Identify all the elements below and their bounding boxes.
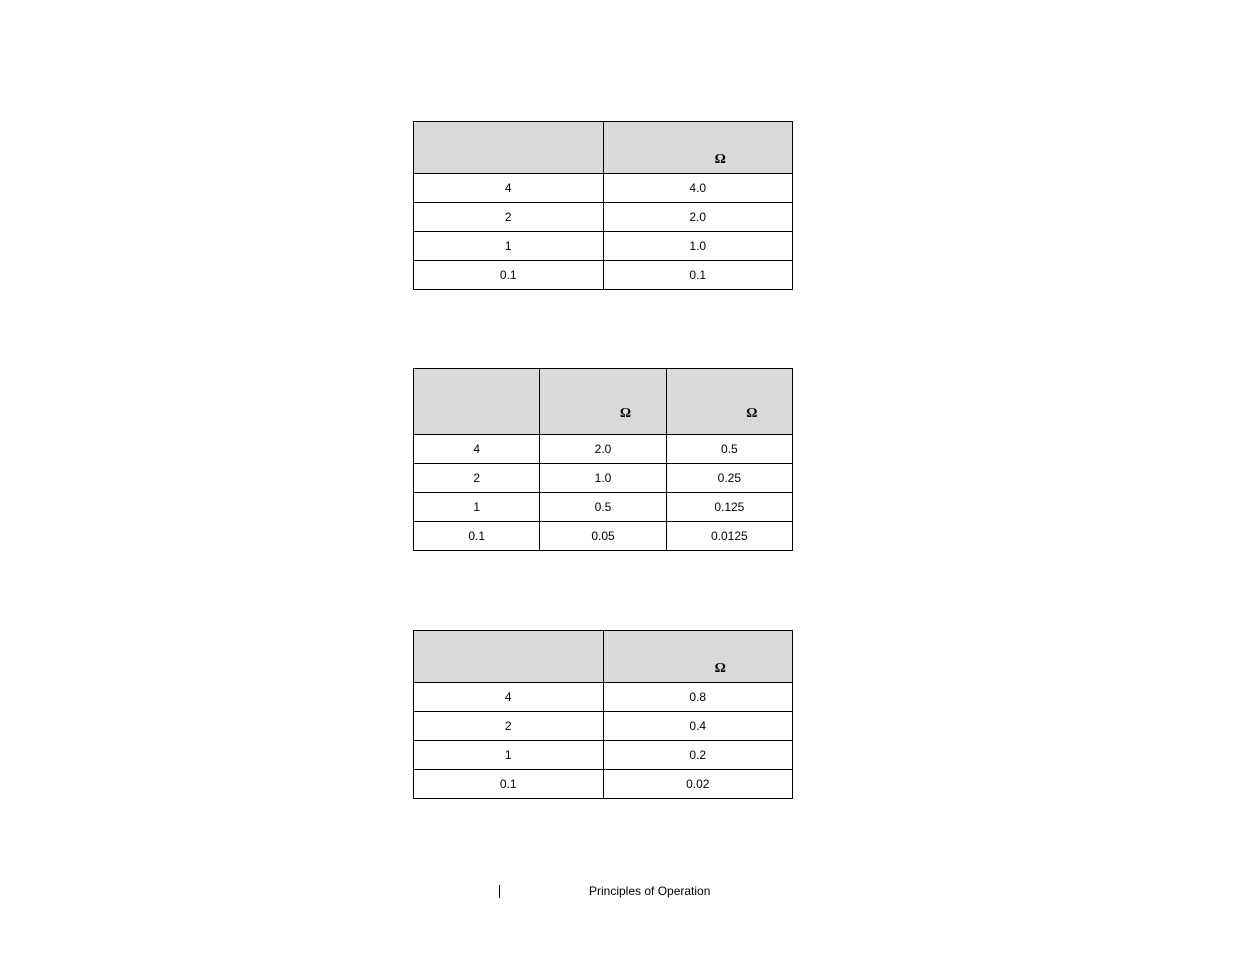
table-cell: 0.8 <box>603 683 793 712</box>
table-cell: 1 <box>414 741 604 770</box>
table-cell: 0.1 <box>414 522 540 551</box>
footer-title: Principles of Operation <box>589 884 711 898</box>
table-header-row <box>414 631 793 683</box>
table-cell: 1 <box>414 493 540 522</box>
table-cell: 2 <box>414 712 604 741</box>
table-row <box>414 174 793 203</box>
ohm-symbol: Ω <box>714 661 726 676</box>
table-row <box>414 435 793 464</box>
table-cell: 0.2 <box>603 741 793 770</box>
table-row <box>414 683 793 712</box>
table-row <box>414 493 793 522</box>
header-cell <box>414 122 604 174</box>
resistance-table-1 <box>413 121 793 290</box>
ohm-symbol: Ω <box>714 152 726 167</box>
resistance-table-2 <box>413 368 793 551</box>
table-row <box>414 741 793 770</box>
table-row <box>414 203 793 232</box>
table-cell: 1.0 <box>540 464 666 493</box>
header-cell <box>414 369 540 435</box>
table-row <box>414 770 793 799</box>
table-cell: 0.1 <box>414 770 604 799</box>
table-cell: 0.05 <box>540 522 666 551</box>
table-row <box>414 712 793 741</box>
table-cell: 4 <box>414 683 604 712</box>
table-cell: 0.5 <box>666 435 792 464</box>
table-cell: 0.1 <box>414 261 604 290</box>
header-cell-ohm <box>666 369 792 435</box>
table-cell: 0.25 <box>666 464 792 493</box>
ohm-symbol: Ω <box>619 406 632 421</box>
table-cell: 1.0 <box>603 232 793 261</box>
table-row <box>414 464 793 493</box>
table-cell: 4.0 <box>603 174 793 203</box>
table-header-row <box>414 122 793 174</box>
ohm-symbol: Ω <box>746 406 758 421</box>
resistance-table-3 <box>413 630 793 799</box>
table-row <box>414 261 793 290</box>
table-row <box>414 232 793 261</box>
table-cell: 0.0125 <box>666 522 792 551</box>
table-cell: 2.0 <box>540 435 666 464</box>
table-header-row <box>414 369 793 435</box>
table-cell: 0.4 <box>603 712 793 741</box>
table-row <box>414 522 793 551</box>
table-cell: 4 <box>414 174 604 203</box>
header-cell-ohm <box>540 369 666 435</box>
header-cell-ohm <box>603 122 793 174</box>
footer-divider <box>499 885 500 898</box>
table-cell: 2.0 <box>603 203 793 232</box>
table-cell: 2 <box>414 203 604 232</box>
table-cell: 0.5 <box>540 493 666 522</box>
table-cell: 4 <box>414 435 540 464</box>
header-cell <box>414 631 604 683</box>
table-cell: 0.125 <box>666 493 792 522</box>
table-cell: 0.02 <box>603 770 793 799</box>
table-cell: 1 <box>414 232 604 261</box>
table-cell: 0.1 <box>603 261 793 290</box>
header-cell-ohm <box>603 631 793 683</box>
table-cell: 2 <box>414 464 540 493</box>
